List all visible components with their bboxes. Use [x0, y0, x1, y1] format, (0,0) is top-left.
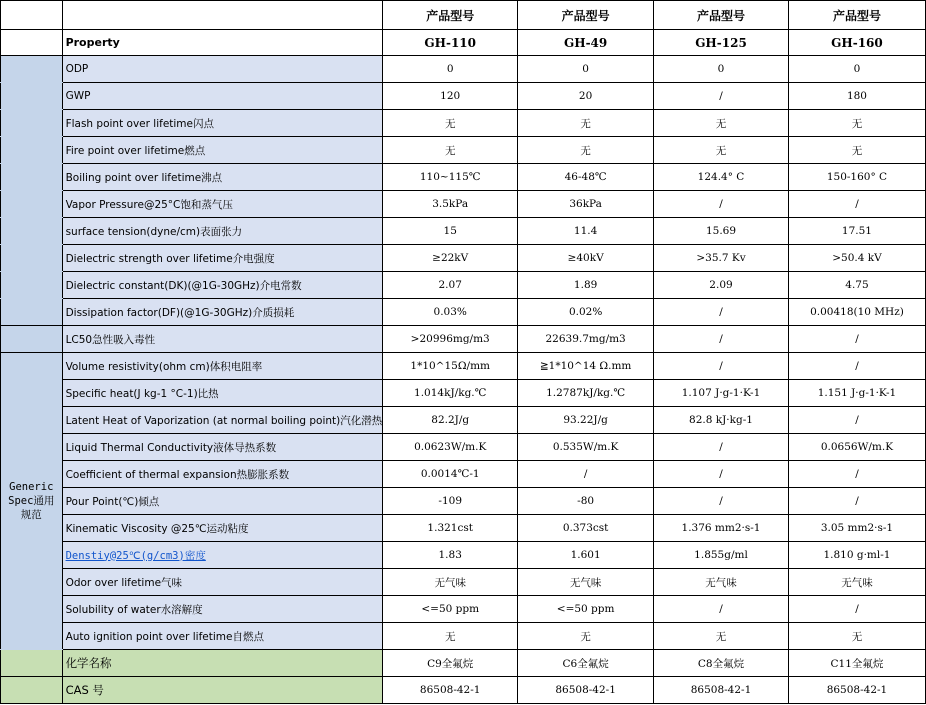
- value-cell: 无: [788, 137, 925, 164]
- value-cell: /: [654, 353, 789, 380]
- property-label: [62, 272, 383, 299]
- value-cell: /: [654, 83, 789, 110]
- property-label[interactable]: [62, 542, 383, 569]
- property-text: GWP: [65, 90, 91, 102]
- value-cell: 0: [518, 56, 654, 83]
- value-cell: 15: [383, 218, 518, 245]
- model-label: 产品型号: [788, 1, 925, 30]
- value-cell: 无: [654, 137, 789, 164]
- side-group-cell: [1, 326, 63, 353]
- model-label: 产品型号: [383, 1, 518, 30]
- value-cell: 1.855g/ml: [654, 542, 789, 569]
- side-group-cell: [1, 164, 63, 191]
- table-row: [1, 299, 926, 326]
- model-name: GH-49: [518, 30, 654, 56]
- value-cell: 1*10^15Ω/mm: [383, 353, 518, 380]
- footer-side-cell: [1, 650, 63, 677]
- value-cell: 3.05 mm2·s-1: [788, 515, 925, 542]
- side-group-cell: [1, 191, 63, 218]
- value-cell: 无气味: [383, 569, 518, 596]
- property-text: Coefficient of thermal expansion热膨胀系数: [65, 468, 290, 481]
- side-group-cell: [1, 137, 63, 164]
- model-name: GH-125: [654, 30, 789, 56]
- value-cell: 1.107 J·g-1·K-1: [654, 380, 789, 407]
- property-label: [62, 245, 383, 272]
- value-cell: >35.7 Kv: [654, 245, 789, 272]
- value-cell: /: [654, 326, 789, 353]
- table-row: [1, 164, 926, 191]
- value-cell: 无: [518, 623, 654, 650]
- table-row: [1, 434, 926, 461]
- property-text: ODP: [65, 63, 89, 75]
- table-row: [1, 407, 926, 434]
- value-cell: 无气味: [788, 569, 925, 596]
- property-text: Latent Heat of Vaporization (at normal boiling point)汽化潜热: [65, 414, 383, 427]
- table-row: [1, 110, 926, 137]
- value-cell: 22639.7mg/m3: [518, 326, 654, 353]
- property-label: [62, 191, 383, 218]
- side-group-cell: [1, 353, 63, 650]
- model-label: 产品型号: [654, 1, 789, 30]
- footer-value-cell: 86508-42-1: [788, 677, 925, 704]
- property-text: Dissipation factor(DF)(@1G-30GHz)介质损耗: [65, 306, 295, 319]
- value-cell: /: [788, 488, 925, 515]
- value-cell: /: [654, 191, 789, 218]
- property-text: Auto ignition point over lifetime自燃点: [65, 630, 264, 643]
- value-cell: 0.0623W/m.K: [383, 434, 518, 461]
- property-label: [62, 299, 383, 326]
- table-row: [1, 461, 926, 488]
- value-cell: 0: [383, 56, 518, 83]
- value-cell: 150-160° C: [788, 164, 925, 191]
- value-cell: /: [654, 596, 789, 623]
- property-label: [62, 218, 383, 245]
- property-label: [62, 164, 383, 191]
- header-side-cell: [1, 30, 63, 56]
- value-cell: /: [788, 326, 925, 353]
- value-cell: 0.0656W/m.K: [788, 434, 925, 461]
- value-cell: 180: [788, 83, 925, 110]
- property-text: Solubility of water水溶解度: [65, 603, 203, 616]
- footer-value-cell: C9全氟烷: [383, 650, 518, 677]
- value-cell: 无气味: [654, 569, 789, 596]
- property-label: [62, 137, 383, 164]
- value-cell: 无: [788, 110, 925, 137]
- value-cell: 2.07: [383, 272, 518, 299]
- property-text: Flash point over lifetime闪点: [65, 117, 214, 130]
- value-cell: /: [654, 461, 789, 488]
- value-cell: 无: [383, 623, 518, 650]
- value-cell: 1.89: [518, 272, 654, 299]
- model-label: 产品型号: [518, 1, 654, 30]
- value-cell: 无: [788, 623, 925, 650]
- property-text: Kinematic Viscosity @25℃运动粘度: [65, 522, 249, 535]
- value-cell: 1.321cst: [383, 515, 518, 542]
- value-cell: >20996mg/m3: [383, 326, 518, 353]
- value-cell: /: [788, 353, 925, 380]
- footer-value-cell: C6全氟烷: [518, 650, 654, 677]
- value-cell: 无气味: [518, 569, 654, 596]
- table-row: [1, 191, 926, 218]
- model-name: GH-110: [383, 30, 518, 56]
- value-cell: /: [654, 488, 789, 515]
- value-cell: 0.0014℃-1: [383, 461, 518, 488]
- property-label: [62, 110, 383, 137]
- value-cell: 11.4: [518, 218, 654, 245]
- value-cell: 20: [518, 83, 654, 110]
- property-label: [62, 488, 383, 515]
- table-row: [1, 56, 926, 83]
- value-cell: ≧1*10^14 Ω.mm: [518, 353, 654, 380]
- side-group-cell: [1, 83, 63, 110]
- value-cell: 0.535W/m.K: [518, 434, 654, 461]
- property-text: Liquid Thermal Conductivity液体导热系数: [65, 441, 277, 454]
- property-label: [62, 515, 383, 542]
- value-cell: /: [518, 461, 654, 488]
- property-label: [62, 353, 383, 380]
- value-cell: 无: [518, 110, 654, 137]
- footer-value-cell: 86508-42-1: [654, 677, 789, 704]
- spec-table-body: [1, 1, 926, 704]
- value-cell: 无: [654, 110, 789, 137]
- table-row: [1, 245, 926, 272]
- property-text: surface tension(dyne/cm)表面张力: [65, 225, 243, 238]
- table-row: [1, 218, 926, 245]
- property-text: LC50急性吸入毒性: [65, 333, 156, 346]
- value-cell: <=50 ppm: [518, 596, 654, 623]
- value-cell: 0.373cst: [518, 515, 654, 542]
- value-cell: /: [788, 191, 925, 218]
- table-row: [1, 488, 926, 515]
- table-row: [1, 596, 926, 623]
- property-label: [62, 623, 383, 650]
- property-text: Specific heat(J kg-1 °C-1)比热: [65, 387, 219, 400]
- footer-value-cell: 86508-42-1: [383, 677, 518, 704]
- footer-side-cell: [1, 677, 63, 704]
- value-cell: 1.014kJ/kg.℃: [383, 380, 518, 407]
- model-name-row: [1, 30, 926, 56]
- value-cell: 1.83: [383, 542, 518, 569]
- value-cell: 36kPa: [518, 191, 654, 218]
- table-row: [1, 83, 926, 110]
- value-cell: >50.4 kV: [788, 245, 925, 272]
- footer-property-label: 化学名称: [62, 650, 383, 677]
- value-cell: 120: [383, 83, 518, 110]
- value-cell: /: [788, 407, 925, 434]
- property-label: [62, 407, 383, 434]
- property-text: Dielectric constant(DK)(@1G-30GHz)介电常数: [65, 279, 302, 292]
- property-text[interactable]: Denstiy@25℃(g/cm3)密度: [65, 549, 206, 562]
- property-label: [62, 434, 383, 461]
- property-text: Pour Point(℃)倾点: [65, 495, 160, 508]
- value-cell: 无: [383, 110, 518, 137]
- value-cell: 0.02%: [518, 299, 654, 326]
- property-label: [62, 380, 383, 407]
- side-group-label: Generic Spec通用规范: [8, 481, 55, 521]
- value-cell: -109: [383, 488, 518, 515]
- model-label-row: [1, 1, 926, 30]
- value-cell: 0.03%: [383, 299, 518, 326]
- value-cell: <=50 ppm: [383, 596, 518, 623]
- property-label: [62, 83, 383, 110]
- model-name: GH-160: [788, 30, 925, 56]
- value-cell: ≥40kV: [518, 245, 654, 272]
- property-text: Fire point over lifetime燃点: [65, 144, 206, 157]
- side-group-cell: [1, 218, 63, 245]
- table-row: [1, 542, 926, 569]
- footer-value-cell: 86508-42-1: [518, 677, 654, 704]
- value-cell: 93.22J/g: [518, 407, 654, 434]
- value-cell: 0: [788, 56, 925, 83]
- value-cell: 无: [383, 137, 518, 164]
- value-cell: 无: [654, 623, 789, 650]
- value-cell: 124.4° C: [654, 164, 789, 191]
- value-cell: 4.75: [788, 272, 925, 299]
- footer-row: [1, 677, 926, 704]
- side-group-cell: [1, 245, 63, 272]
- value-cell: -80: [518, 488, 654, 515]
- side-group-cell: [1, 56, 63, 83]
- property-label: [62, 461, 383, 488]
- property-label: [62, 326, 383, 353]
- table-row: [1, 272, 926, 299]
- property-text: Vapor Pressure@25°C饱和蒸气压: [65, 198, 233, 211]
- value-cell: 46-48℃: [518, 164, 654, 191]
- footer-value-cell: C8全氟烷: [654, 650, 789, 677]
- property-text: Volume resistivity(ohm cm)体积电阻率: [65, 360, 263, 373]
- corner-cell: [1, 1, 63, 30]
- property-label: [62, 56, 383, 83]
- value-cell: 82.8 kJ·kg-1: [654, 407, 789, 434]
- value-cell: 15.69: [654, 218, 789, 245]
- property-text: Odor over lifetime气味: [65, 576, 183, 589]
- value-cell: 3.5kPa: [383, 191, 518, 218]
- value-cell: 0.00418(10 MHz): [788, 299, 925, 326]
- side-group-cell: [1, 110, 63, 137]
- value-cell: 1.151 J·g-1·K-1: [788, 380, 925, 407]
- value-cell: /: [788, 461, 925, 488]
- table-row: [1, 569, 926, 596]
- property-text: Boiling point over lifetime沸点: [65, 171, 223, 184]
- property-label: [62, 596, 383, 623]
- value-cell: 1.376 mm2·s-1: [654, 515, 789, 542]
- property-text: Dielectric strength over lifetime介电强度: [65, 252, 275, 265]
- header-blank-cell: [62, 1, 383, 30]
- value-cell: 17.51: [788, 218, 925, 245]
- value-cell: 0: [654, 56, 789, 83]
- value-cell: 82.2J/g: [383, 407, 518, 434]
- table-row: [1, 515, 926, 542]
- side-group-cell: [1, 299, 63, 326]
- value-cell: 110~115℃: [383, 164, 518, 191]
- footer-property-label: CAS 号: [62, 677, 383, 704]
- value-cell: 2.09: [654, 272, 789, 299]
- table-row: [1, 326, 926, 353]
- value-cell: /: [654, 434, 789, 461]
- table-row: [1, 623, 926, 650]
- side-group-cell: [1, 272, 63, 299]
- value-cell: 1.810 g·ml-1: [788, 542, 925, 569]
- value-cell: 无: [518, 137, 654, 164]
- value-cell: 1.2787kJ/kg.℃: [518, 380, 654, 407]
- table-row: [1, 137, 926, 164]
- table-row: [1, 380, 926, 407]
- property-header: Property: [62, 30, 383, 56]
- value-cell: /: [788, 596, 925, 623]
- value-cell: /: [654, 299, 789, 326]
- footer-row: [1, 650, 926, 677]
- property-label: [62, 569, 383, 596]
- footer-value-cell: C11全氟烷: [788, 650, 925, 677]
- value-cell: ≥22kV: [383, 245, 518, 272]
- value-cell: 1.601: [518, 542, 654, 569]
- table-row: [1, 353, 926, 380]
